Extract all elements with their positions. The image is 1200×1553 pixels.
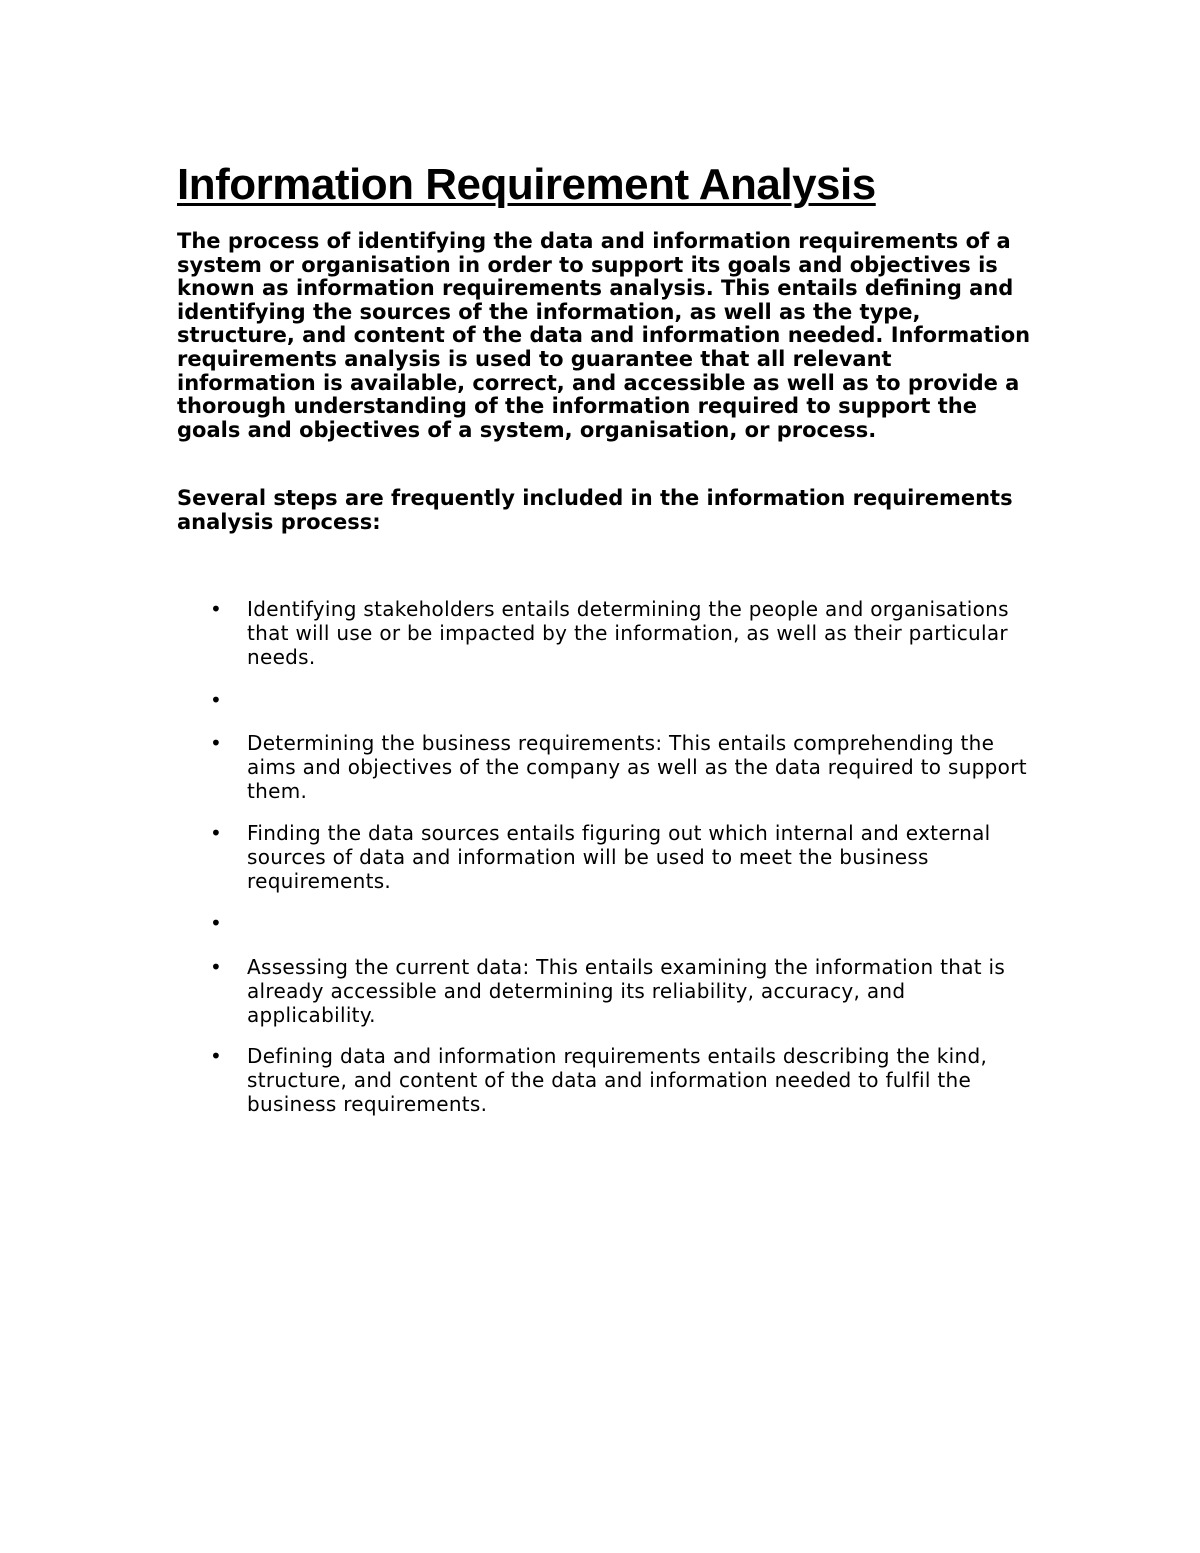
bullet-icon: •: [210, 911, 222, 935]
bullet-icon: •: [210, 821, 222, 845]
steps-intro-paragraph: Several steps are frequently included in the information requirements analysis process:: [177, 486, 1013, 534]
bullet-icon: •: [210, 955, 222, 979]
bullet-icon: •: [210, 1044, 222, 1068]
bullet-icon: •: [210, 688, 222, 712]
list-item-text: Identifying stakeholders entails determining the people and organisations that will use or be impacted by the information, as well as their particular needs.: [247, 597, 1009, 669]
list-item-text: Finding the data sources entails figuring out which internal and external sources of data and information will be used to meet the business requirements.: [247, 821, 991, 893]
list-item-text: Defining data and information requirements entails describing the kind, structure, and content of the data and information needed to fulfil the business requirements.: [247, 1044, 988, 1116]
bullet-icon: •: [210, 597, 222, 621]
list-item-text: Assessing the current data: This entails examining the information that is already accessible and determining its reliability, accuracy, and applicability.: [247, 955, 1006, 1027]
intro-paragraph: The process of identifying the data and information requirements of a system or organisation in order to support its goals and objectives is known as information requirements analysis. This entails defining and identifying the sources of the information, as well as the type, structure, and content of the data and information needed. Information requirements analysis is used to guarantee that all relevant information is available, correct, and accessible as well as to provide a thorough understanding of the information required to support the goals and objectives of a system, organisation, or process.: [177, 229, 1031, 442]
document-title: Information Requirement Analysis: [177, 160, 876, 209]
bullet-icon: •: [210, 731, 222, 755]
list-item-text: Determining the business requirements: This entails comprehending the aims and objectives of the company as well as the data required to support them.: [247, 731, 1027, 803]
